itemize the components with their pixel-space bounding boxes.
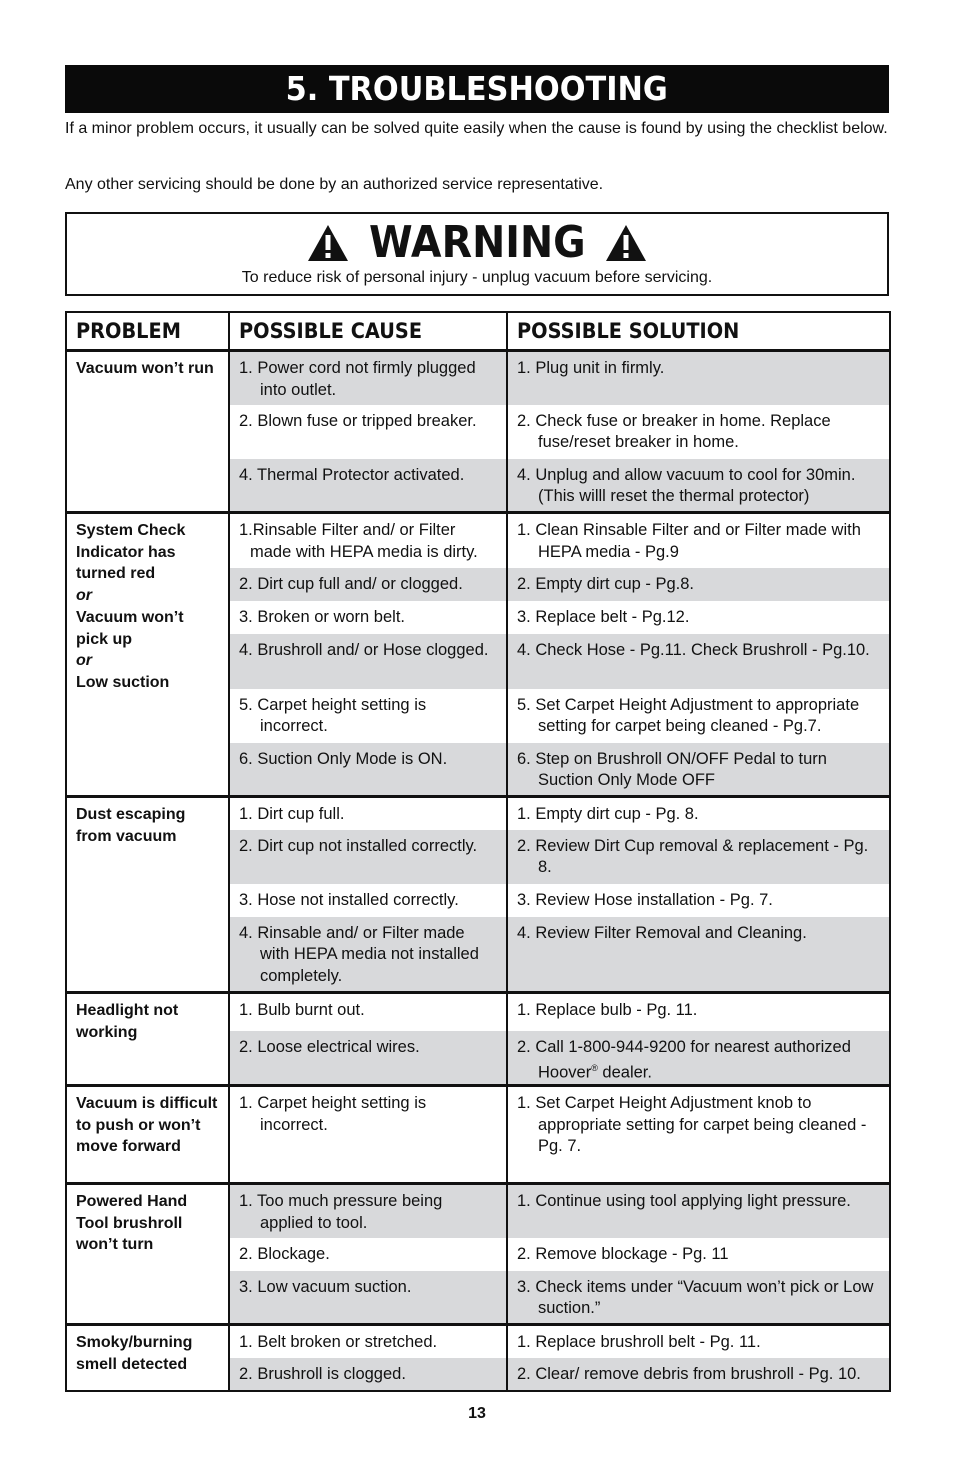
solution-text: 2. Clear/ remove debris from brushroll - Pg. 10. <box>517 1364 861 1383</box>
problem-text: Dust escaping from vacuum <box>76 806 186 845</box>
cause-cell <box>229 993 507 1031</box>
problem-cell <box>66 351 229 513</box>
solution-cell <box>507 513 890 568</box>
cause-text: 2. Brushroll is clogged. <box>239 1364 406 1383</box>
cause-text: 3. Low vacuum suction. <box>239 1277 412 1296</box>
solution-text: 2. Remove blockage - Pg. 11 <box>517 1244 729 1263</box>
solution-cell <box>507 405 890 459</box>
solution-text: 1. Empty dirt cup - Pg. 8. <box>517 805 699 823</box>
problem-text: Headlight not working <box>76 1002 179 1041</box>
cause-cell <box>229 1031 507 1086</box>
cause-text: 2. Loose electrical wires. <box>239 1037 420 1056</box>
cause-text: 2. Blown fuse or tripped breaker. <box>239 411 477 430</box>
solution-cell <box>507 1031 890 1086</box>
cause-cell <box>229 830 507 884</box>
solution-cell <box>507 1184 890 1238</box>
cause-cell <box>229 405 507 459</box>
solution-cell <box>507 634 890 689</box>
solution-cell <box>507 1358 890 1391</box>
cause-cell <box>229 568 507 601</box>
cause-cell <box>229 1184 507 1238</box>
solution-cell <box>507 568 890 601</box>
solution-text: 2. Call 1-800-944-9200 for nearest authorized Hoover® dealer. <box>517 1037 851 1082</box>
cause-cell <box>229 513 507 568</box>
solution-text: 3. Review Hose installation - Pg. 7. <box>517 890 773 909</box>
problem-text: Low suction <box>76 673 170 691</box>
cause-text: 4. Rinsable and/ or Filter made with HEPA media not installed completely. <box>239 923 479 985</box>
solution-cell <box>507 993 890 1031</box>
solution-text: 4. Check Hose - Pg.11. Check Brushroll - Pg.10. <box>517 640 870 659</box>
solution-text: 1. Set Carpet Height Adjustment knob to appropriate setting for carpet being cleaned - Pg. 7. <box>517 1094 867 1155</box>
solution-cell <box>507 884 890 917</box>
problem-cell <box>66 1086 229 1184</box>
intro-paragraph-1: If a minor problem occurs, it usually can be solved quite easily when the cause is found by using the checklist below. <box>65 120 888 137</box>
problem-text: Vacuum won’t pick up <box>76 608 184 648</box>
table-row <box>66 993 890 1031</box>
cause-cell <box>229 917 507 993</box>
solution-text: 4. Unplug and allow vacuum to cool for 30min. (This willl reset the thermal protector) <box>517 465 856 505</box>
solution-text: 1. Clean Rinsable Filter and or Filter made with HEPA media - Pg.9 <box>517 521 861 561</box>
table-row <box>66 513 890 568</box>
cause-text: 2. Blockage. <box>239 1244 330 1263</box>
cause-text: 1. Carpet height setting is incorrect. <box>239 1094 427 1134</box>
header-problem: PROBLEM <box>66 312 229 351</box>
problem-cell <box>66 993 229 1086</box>
cause-cell <box>229 884 507 917</box>
cause-text: 1. Too much pressure being applied to tool. <box>239 1192 443 1232</box>
solution-cell <box>507 797 890 830</box>
problem-text: Smoky/burning smell detected <box>76 1334 193 1373</box>
solution-text: 6. Step on Brushroll ON/OFF Pedal to turn Suction Only Mode OFF <box>517 749 827 789</box>
table-header-row <box>66 312 890 351</box>
cause-text: 1. Bulb burnt out. <box>239 1001 365 1019</box>
cause-cell <box>229 1358 507 1391</box>
problem-text: Powered Hand Tool brushroll won’t turn <box>76 1193 188 1254</box>
cause-cell <box>229 601 507 634</box>
problem-text: System Check Indicator has turned red <box>76 522 186 583</box>
cause-cell <box>229 797 507 830</box>
cause-text: 1. Power cord not firmly plugged into outlet. <box>239 359 476 399</box>
header-possible-solution: POSSIBLE SOLUTION <box>507 312 890 351</box>
problem-or-connector: or <box>76 652 92 670</box>
warning-label: WARNING <box>368 217 586 268</box>
warning-text: To reduce risk of personal injury - unplug vacuum before servicing. <box>241 269 713 286</box>
cause-text: 1. Dirt cup full. <box>239 805 345 823</box>
solution-text: 3. Check items under “Vacuum won’t pick or Low suction.” <box>517 1277 874 1317</box>
cause-text: 3. Hose not installed correctly. <box>239 890 459 909</box>
cause-text: 4. Thermal Protector activated. <box>239 465 465 484</box>
table-row <box>66 1325 890 1358</box>
cause-cell <box>229 1238 507 1271</box>
problem-cell <box>66 513 229 797</box>
solution-cell <box>507 1086 890 1184</box>
solution-text: 1. Continue using tool applying light pressure. <box>517 1192 851 1210</box>
problem-text: Vacuum won’t run <box>76 360 214 377</box>
cause-text: 3. Broken or worn belt. <box>239 607 405 626</box>
cause-cell <box>229 634 507 689</box>
cause-cell <box>229 459 507 513</box>
table-row <box>66 351 890 405</box>
solution-cell <box>507 917 890 993</box>
table-row <box>66 1184 890 1238</box>
cause-cell <box>229 1271 507 1325</box>
header-possible-cause: POSSIBLE CAUSE <box>229 312 507 351</box>
cause-cell <box>229 1086 507 1184</box>
solution-text: 3. Replace belt - Pg.12. <box>517 607 690 626</box>
problem-or-connector: or <box>76 587 92 605</box>
solution-text: 1. Replace bulb - Pg. 11. <box>517 1001 698 1019</box>
solution-cell <box>507 601 890 634</box>
solution-cell <box>507 689 890 743</box>
solution-cell <box>507 1238 890 1271</box>
problem-cell <box>66 1184 229 1325</box>
section-title-bar <box>65 65 889 113</box>
solution-text: 2. Check fuse or breaker in home. Replace fuse/reset breaker in home. <box>517 411 831 451</box>
solution-cell <box>507 830 890 884</box>
solution-cell <box>507 459 890 513</box>
problem-text: Vacuum is difficult to push or won’t move forward <box>76 1095 218 1156</box>
page-title: 5. TROUBLESHOOTING <box>285 69 669 108</box>
solution-text: 4. Review Filter Removal and Cleaning. <box>517 923 807 942</box>
cause-text: 4. Brushroll and/ or Hose clogged. <box>239 640 489 659</box>
warning-triangle-icon <box>307 224 349 262</box>
cause-cell <box>229 743 507 797</box>
solution-cell <box>507 351 890 405</box>
solution-cell <box>507 743 890 797</box>
cause-text: 1. Belt broken or stretched. <box>239 1333 438 1351</box>
intro-paragraph-2: Any other servicing should be done by an authorized service representative. <box>65 176 604 193</box>
solution-text: 1. Plug unit in firmly. <box>517 359 665 377</box>
cause-cell <box>229 689 507 743</box>
cause-text: 2. Dirt cup not installed correctly. <box>239 836 478 855</box>
warning-heading <box>67 218 887 268</box>
table-row <box>66 797 890 830</box>
cause-text: 6. Suction Only Mode is ON. <box>239 749 448 768</box>
problem-cell <box>66 1325 229 1391</box>
troubleshooting-table <box>65 311 891 1392</box>
warning-box <box>65 212 889 296</box>
page-number: 13 <box>468 1405 486 1422</box>
warning-triangle-icon <box>605 224 647 262</box>
problem-cell <box>66 797 229 993</box>
solution-text: 2. Empty dirt cup - Pg.8. <box>517 574 694 593</box>
cause-text: 5. Carpet height setting is incorrect. <box>239 695 427 735</box>
table-row <box>66 1086 890 1184</box>
cause-cell <box>229 351 507 405</box>
solution-text: 2. Review Dirt Cup removal & replacement - Pg. 8. <box>517 836 869 876</box>
cause-cell <box>229 1325 507 1358</box>
solution-cell <box>507 1271 890 1325</box>
solution-text: 1. Replace brushroll belt - Pg. 11. <box>517 1333 761 1351</box>
solution-cell <box>507 1325 890 1358</box>
cause-text: 1.Rinsable Filter and/ or Filter made with HEPA media is dirty. <box>239 521 478 561</box>
cause-text: 2. Dirt cup full and/ or clogged. <box>239 574 463 593</box>
solution-text: 5. Set Carpet Height Adjustment to appropriate setting for carpet being cleaned - Pg.7. <box>517 695 860 735</box>
